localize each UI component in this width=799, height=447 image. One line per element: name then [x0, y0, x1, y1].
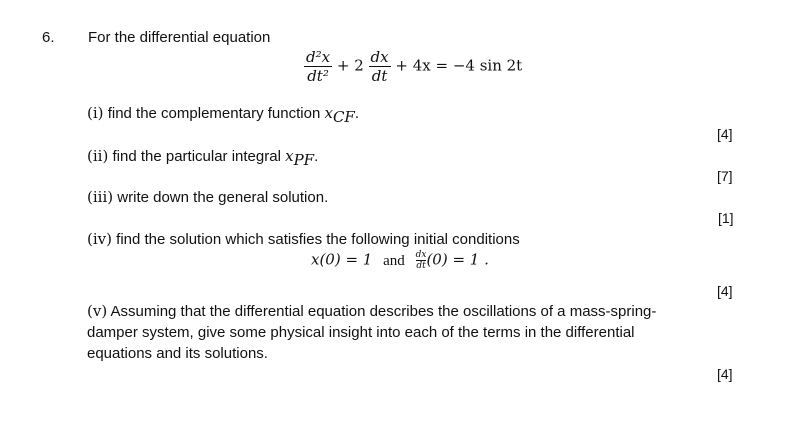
marks-part-v: [4]: [717, 366, 733, 382]
condition-derivative-value: (0) = 1 .: [426, 250, 489, 269]
part-symbol: x: [285, 147, 294, 165]
part-label: (iv): [87, 230, 112, 248]
fraction-numerator: dx: [370, 48, 389, 66]
marks-part-iv: [4]: [717, 283, 733, 299]
part-text: find the particular integral: [112, 148, 281, 165]
part-text: find the solution which satisfies the following initial conditions: [116, 231, 520, 248]
part-iii: [87, 188, 328, 206]
equation-term: + 2: [336, 56, 364, 75]
part-subscript: CF: [332, 108, 355, 126]
second-derivative-fraction: [304, 48, 332, 85]
condition-x0: x(0) = 1: [311, 250, 373, 269]
differential-equation: [304, 48, 522, 85]
marks-part-i: [4]: [717, 126, 733, 142]
fraction-denominator: dt: [369, 66, 391, 85]
part-text: find the complementary function: [107, 105, 321, 122]
part-label: (ii): [87, 147, 109, 165]
part-label: (i): [87, 104, 104, 122]
part-text: write down the general solution.: [117, 189, 329, 206]
part-label: (v): [87, 302, 108, 320]
part-v: [87, 301, 697, 364]
part-i: [87, 104, 359, 126]
part-symbol: x: [324, 104, 333, 122]
fraction-denominator: dt: [416, 261, 426, 271]
fraction-numerator: d²x: [306, 48, 331, 66]
initial-conditions: [311, 250, 489, 271]
part-subscript: PF: [293, 151, 315, 169]
marks-part-ii: [7]: [717, 168, 733, 184]
equation-rest: + 4x = −4 sin 2t: [395, 56, 523, 75]
fraction-denominator: dt²: [304, 66, 332, 85]
first-derivative-fraction: [369, 48, 391, 85]
part-text: Assuming that the differential equation describes the oscillations of a mass-spring-damper system, give some physical insight into each of the terms in the differential equations and its solutions.: [87, 303, 657, 362]
part-label: (iii): [87, 188, 114, 206]
question-intro: For the differential equation: [88, 29, 271, 46]
condition-and: and: [383, 252, 405, 269]
marks-part-iii: [1]: [718, 210, 734, 226]
part-end: .: [354, 105, 360, 122]
question-number: 6.: [42, 29, 55, 46]
part-iv: [87, 230, 520, 248]
condition-derivative-fraction: [416, 250, 427, 271]
fraction-numerator: dx: [415, 250, 427, 260]
part-ii: [87, 147, 318, 169]
part-end: .: [314, 148, 319, 165]
